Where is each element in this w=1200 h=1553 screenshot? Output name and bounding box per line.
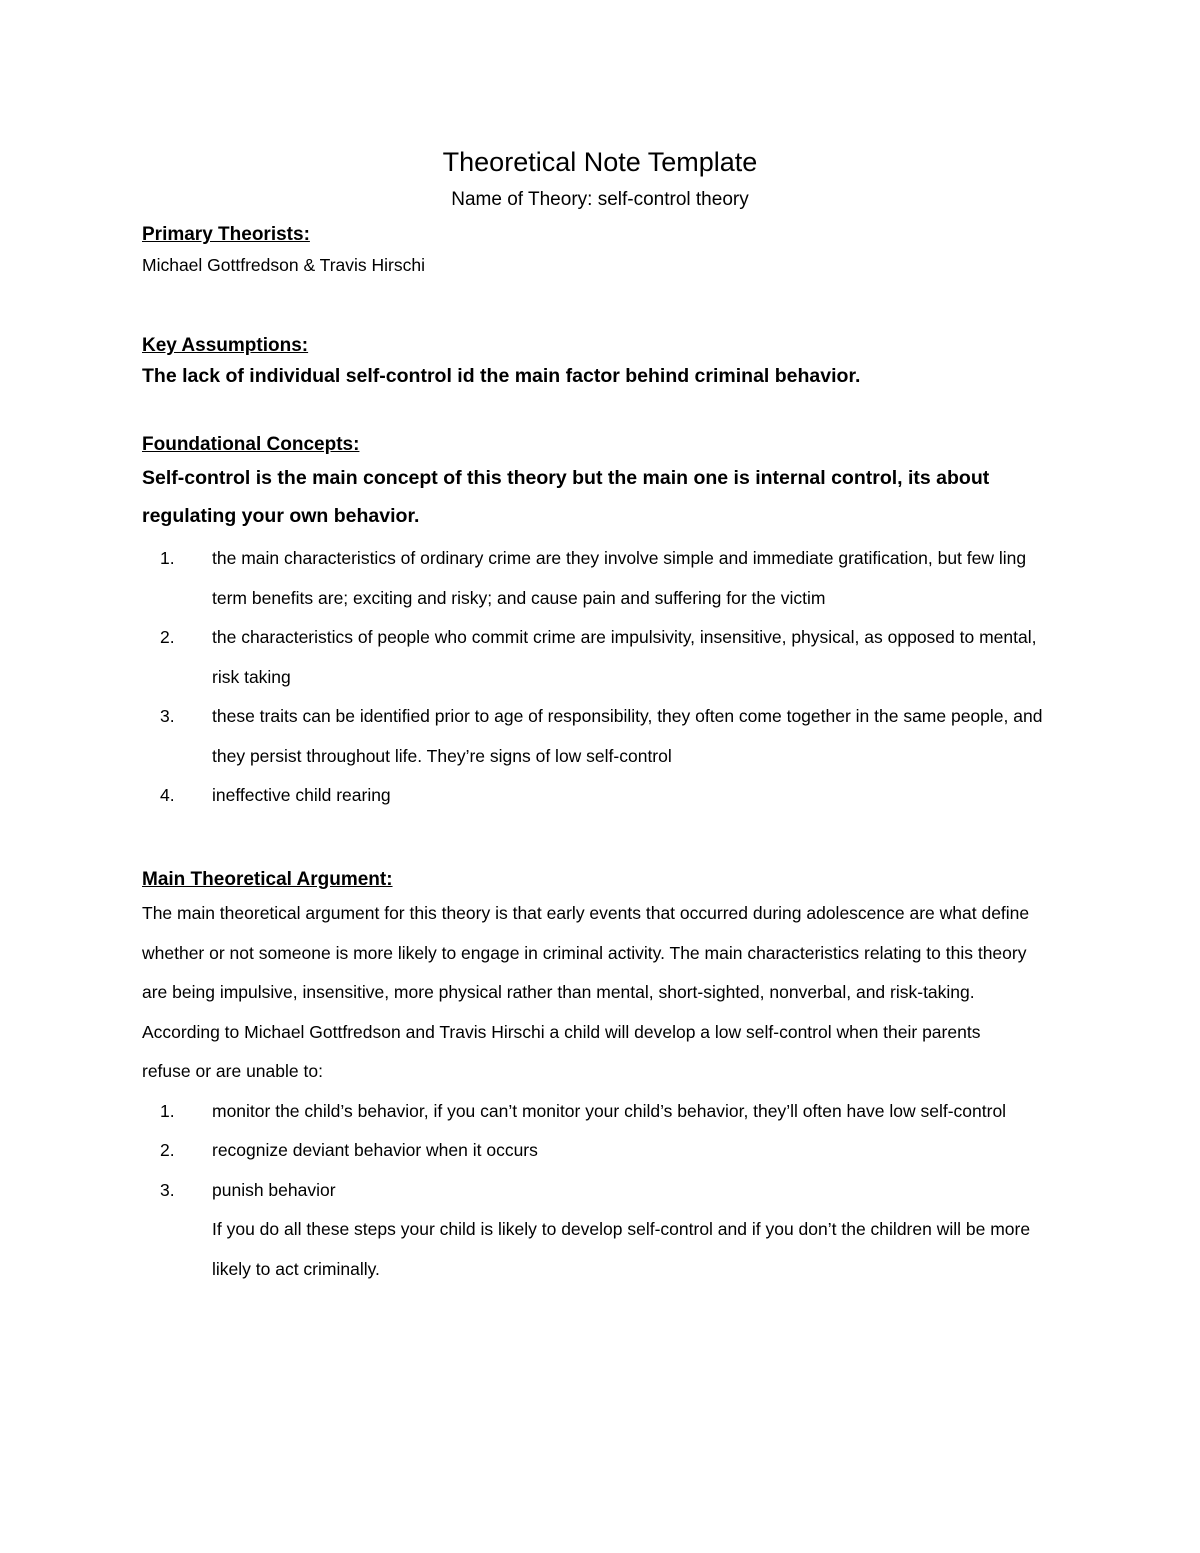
primary-theorists-heading: Primary Theorists: [142, 224, 310, 245]
main-argument-paragraph-2: According to Michael Gottfredson and Travis Hirschi a child will develop a low self-control when their parents refuse or are unable to: [142, 1021, 981, 1081]
main-argument-paragraph-1: The main theoretical argument for this theory is that early events that occurred during adolescence are what define whether or not someone is more likely to engage in criminal activity. The main characteristics relating to this theory are being impulsive, insensitive, more physical rather than mental, short-sighted, nonverbal, and risk-taking. [142, 903, 1030, 1002]
theory-name: Name of Theory: self-control theory [451, 189, 749, 210]
key-assumptions-text: The lack of individual self-control id the main factor behind criminal behavior. [142, 365, 861, 387]
list-item: 3. punish behavior [160, 1179, 336, 1200]
foundational-concepts-heading: Foundational Concepts: [142, 434, 360, 455]
key-assumptions-section [142, 332, 1062, 392]
list-item: 2. recognize deviant behavior when it occurs [160, 1140, 538, 1160]
list-item: 3. these traits can be identified prior to age of responsibility, they often come together in the same people, and they persist throughout life. They’re signs of low self-control [160, 706, 1043, 766]
foundational-concepts-section [142, 431, 1062, 816]
list-item: 4. ineffective child rearing [160, 785, 391, 805]
primary-theorists-text: Michael Gottfredson & Travis Hirschi [142, 255, 426, 275]
foundational-concepts-text: Self-control is the main concept of this theory but the main one is internal control, its about regulating your own behavior. [142, 467, 990, 527]
list-item: 1. monitor the child’s behavior, if you can’t monitor your child’s behavior, they’ll often have low self-control [160, 1100, 1007, 1121]
main-argument-heading: Main Theoretical Argument: [142, 869, 393, 890]
key-assumptions-heading: Key Assumptions: [142, 335, 309, 356]
page-title: Theoretical Note Template [442, 147, 758, 177]
primary-theorists-section [142, 221, 1062, 281]
main-argument-section [142, 866, 1062, 1289]
list-item: 2. the characteristics of people who commit crime are impulsivity, insensitive, physical, as opposed to mental, risk taking [160, 627, 1037, 687]
main-argument-closing: If you do all these steps your child is likely to develop self-control and if you don’t the children will be more likely to act criminally. [212, 1219, 1031, 1279]
foundational-concepts-list [142, 539, 1062, 816]
list-item: 1. the main characteristics of ordinary crime are they involve simple and immediate gratification, but few ling term benefits are; exciting and risky; and cause pain and suffering for the victim [160, 548, 1027, 608]
main-argument-list [142, 1092, 1032, 1211]
